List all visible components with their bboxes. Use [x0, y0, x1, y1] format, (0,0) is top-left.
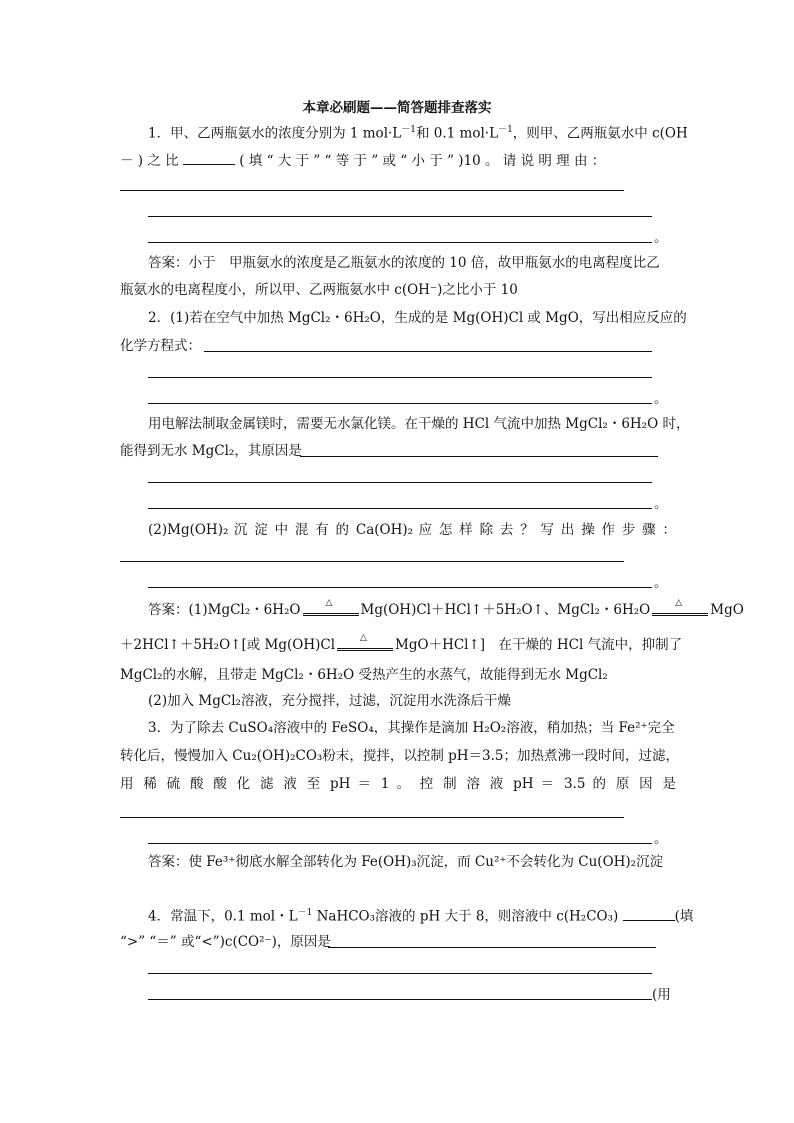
q2-period-3: 。: [654, 575, 668, 591]
q2-part2-question: (2)Mg(OH)₂ 沉 淀 中 混 有 的 Ca(OH)₂ 应 怎 样 除 去 ？ 写 出 操 作 步 骤 ：: [148, 522, 676, 538]
q2-answer-line2: [120, 633, 683, 655]
q1-period: 。: [654, 230, 668, 246]
q1-text-e: ( 填 “ 大 于 ” “ 等 于 ” 或 “ 小 于 ” )10 。 请 说 明 理 由 ：: [239, 153, 606, 169]
q3-period: 。: [654, 831, 668, 847]
q2-part1-line1: 2．(1)若在空气中加热 MgCl₂・6H₂O，生成的是 Mg(OH)Cl 或 MgO，写出相应反应的: [148, 310, 687, 326]
q2-answer-line3: MgCl₂的水解，且带走 MgCl₂・6H₂O 受热产生的水蒸气，故能得到无水 MgCl₂: [120, 667, 608, 683]
q1-sup-a: －1: [401, 125, 416, 135]
q1-text-b: 和 0.1 mol·L: [416, 125, 499, 142]
q2-electrolysis-line1: 用电解法制取金属镁时，需要无水氯化镁。在干燥的 HCl 气流中加热 MgCl₂・6H₂O 时，: [148, 416, 690, 432]
q2-reason-line-1[interactable]: [300, 456, 658, 457]
q4-reason-line-3[interactable]: [148, 999, 652, 1000]
q1-text-a: 1．甲、乙两瓶氨水的浓度分别为 1 mol·L: [148, 125, 402, 142]
q1-compare-blank[interactable]: [183, 150, 235, 165]
heat-arrow-icon: △: [337, 640, 393, 651]
q1-line1: [148, 120, 688, 144]
q4-text-b: NaHCO₃溶液的 pH 大于 8，则溶液中 c(H₂CO₃): [312, 908, 619, 925]
q2-reason-line-3[interactable]: [148, 508, 652, 509]
q4-line1: [148, 903, 694, 927]
q2-equation-line-2[interactable]: [148, 377, 652, 378]
q2-answer-line4: (2)加入 MgCl₂溶液，充分搅拌，过滤，沉淀用水洗涤后干燥: [148, 693, 511, 709]
q2-part1-line2: [120, 336, 676, 356]
heat-arrow-icon: △: [303, 605, 359, 616]
q3-answer-line-2[interactable]: [148, 843, 652, 844]
q1-text-d: － ) 之 比: [120, 153, 179, 169]
q1-answer-line-1[interactable]: [120, 190, 624, 191]
q1-sup-b: －1: [498, 125, 513, 135]
q1-answer-line-3[interactable]: [148, 242, 652, 243]
q2-answer-d: ＋2HCl↑＋5H₂O↑[或 Mg(OH)Cl: [120, 637, 336, 653]
q1-answer-cont: 瓶氨水的电离程度小，所以甲、乙两瓶氨水中 c(OH⁻)之比小于 10: [120, 282, 518, 298]
q2-equation-line-1[interactable]: [204, 351, 652, 352]
q1-answer-line-2[interactable]: [148, 216, 652, 217]
q4-text-c: (填: [674, 908, 694, 925]
q4-compare-blank[interactable]: [623, 906, 675, 921]
q1-text-c: ，则甲、乙两瓶氨水中 c(OH: [512, 125, 688, 142]
q2-answer-line1: [148, 598, 744, 620]
q4-tail: (用: [652, 987, 671, 1003]
q4-reason-prompt: “>” “＝” 或“<”)c(CO²⁻)，原因是: [120, 934, 331, 950]
q1-line2: [120, 150, 676, 171]
q2-steps-line-1[interactable]: [120, 561, 624, 562]
q2-period-2: 。: [654, 496, 668, 512]
q1-answer: 答案：小于 甲瓶氨水的浓度是乙瓶氨水的浓度的 10 倍，故甲瓶氨水的电离程度比乙: [148, 255, 660, 271]
q2-steps-line-2[interactable]: [148, 587, 652, 588]
q2-answer-c: MgO: [710, 602, 744, 618]
page-title: 本章必刷题——简答题排查落实: [302, 100, 492, 116]
q4-text-a: 4．常温下，0.1 mol・L: [148, 908, 298, 925]
q2-reason-prompt: 能得到无水 MgCl₂，其原因是: [120, 443, 302, 459]
heat-arrow-icon: △: [652, 605, 708, 616]
q3-answer-line-1[interactable]: [120, 817, 624, 818]
q3-line3: 用 稀 硫 酸 酸 化 滤 液 至 pH ＝ 1 。 控 制 溶 液 pH ＝ 3.5 的 原 因 是: [120, 776, 676, 792]
q3-line1: 3．为了除去 CuSO₄溶液中的 FeSO₄，其操作是滴加 H₂O₂溶液，稍加热；当 Fe²⁺完全: [148, 720, 675, 736]
q4-sup: －1: [297, 908, 313, 918]
q4-reason-line-1[interactable]: [328, 947, 656, 948]
q2-equation-line-3[interactable]: [148, 403, 652, 404]
q3-line2: 转化后，慢慢加入 Cu₂(OH)₂CO₃粉末，搅拌，以控制 pH＝3.5；加热煮沸一段时间，过滤，: [120, 748, 679, 764]
q4-line2: [120, 932, 676, 952]
q2-equation-prompt: 化学方程式：: [120, 338, 201, 354]
q2-reason-line-2[interactable]: [148, 482, 652, 483]
q2-answer-b: Mg(OH)Cl＋HCl↑＋5H₂O↑、MgCl₂・6H₂O: [360, 602, 651, 618]
q2-electrolysis-line2: [120, 441, 676, 461]
q2-period-1: 。: [654, 391, 668, 407]
q2-answer-e: MgO＋HCl↑] 在干燥的 HCl 气流中，抑制了: [395, 637, 683, 653]
q4-reason-line-2[interactable]: [148, 973, 652, 974]
q3-answer: 答案：使 Fe³⁺彻底水解全部转化为 Fe(OH)₃沉淀，而 Cu²⁺不会转化为 Cu(OH)₂沉淀: [148, 854, 664, 870]
q2-answer-a: 答案：(1)MgCl₂・6H₂O: [148, 602, 301, 618]
